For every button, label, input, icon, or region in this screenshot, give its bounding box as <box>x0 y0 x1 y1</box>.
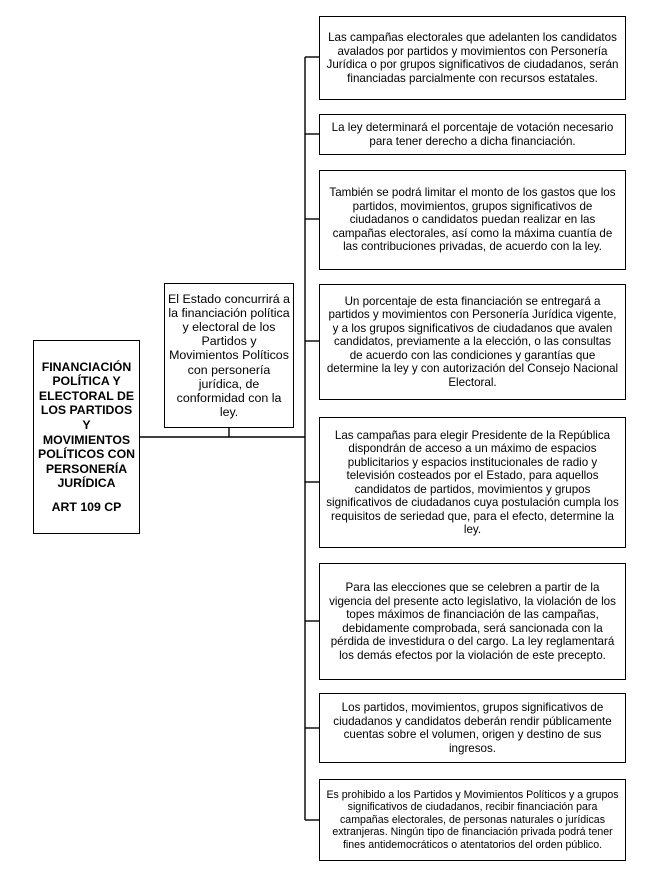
detail-box-5 <box>319 417 626 548</box>
main-topic-box <box>33 340 140 534</box>
state-financing-box <box>164 283 294 428</box>
detail-box-6 <box>319 563 626 680</box>
main-topic-title: FINANCIACIÓN POLÍTICA Y ELECTORAL DE LOS PARTIDOS Y MOVIMIENTOS POLÍTICOS CON PERSONERÍA JURÍDICA <box>38 359 136 491</box>
detail-text-4: Un porcentaje de esta financiación se entregará a partidos y movimientos con Personería Jurídica vigente, y a los grupos significativos de ciudadanos que avalen candidatos, previamente a la elección, o las consultas de acuerdo con las condiciones y garantías que determine la ley y con autorización del Consejo Nacional Electoral. <box>326 294 619 389</box>
detail-text-1: Las campañas electorales que adelanten los candidatos avalados por partidos y movimientos con Personería Jurídica o por grupos significativos de ciudadanos, serán financiadas parcialmente con recursos estatales. <box>326 31 619 85</box>
detail-text-3: También se podrá limitar el monto de los gastos que los partidos, movimientos, grupos significativos de ciudadanos o candidatos puedan realizar en las campañas electorales, así como la máxima cuantía de las contribuciones privadas, de acuerdo con la ley. <box>329 186 616 254</box>
detail-box-8 <box>319 779 626 861</box>
detail-text-7: Los partidos, movimientos, grupos significativos de ciudadanos y candidatos deberán rendir públicamente cuentas sobre el volumen, origen y destino de sus ingresos. <box>333 701 612 755</box>
detail-text-6: Para las elecciones que se celebren a partir de la vigencia del presente acto legislativo, la violación de los topes máximos de financiación de las campañas, debidamente comprobada, será sancionada con la pérdida de investidura o del cargo. La ley reglamentará los demás efectos por la violación de este precepto. <box>329 581 616 662</box>
detail-box-1 <box>319 16 626 100</box>
detail-box-3 <box>319 170 626 270</box>
detail-text-8: Es prohibido a los Partidos y Movimientos Políticos y a grupos significativos de ciudadanos, recibir financiación para campañas electorales, de personas naturales o jurídicas extranjeras. Ningún tipo de financiación privada podrá tener fines antidemocráticos o atentatorios del orden público. <box>326 788 619 851</box>
state-financing-text: El Estado concurrirá a la financiación política y electoral de los Partidos y Movimientos Políticos con personería jurídica, de conformidad con la ley. <box>168 291 290 420</box>
main-topic-reference: ART 109 CP <box>51 499 122 514</box>
detail-box-4 <box>319 284 626 400</box>
detail-text-5: Las campañas para elegir Presidente de la República dispondrán de acceso a un máximo de espacios publicitarios y espacios institucionales de radio y televisión costeados por el Estado, para aquellos candidatos de partidos, movimientos y grupos significativos de ciudadanos cuya postulación cumpla los requisitos de seriedad que, para el efecto, determine la ley. <box>326 428 619 536</box>
detail-box-7 <box>319 693 626 763</box>
detail-box-2 <box>319 114 626 155</box>
detail-text-2: La ley determinará el porcentaje de votación necesario para tener derecho a dicha financiación. <box>331 121 614 148</box>
